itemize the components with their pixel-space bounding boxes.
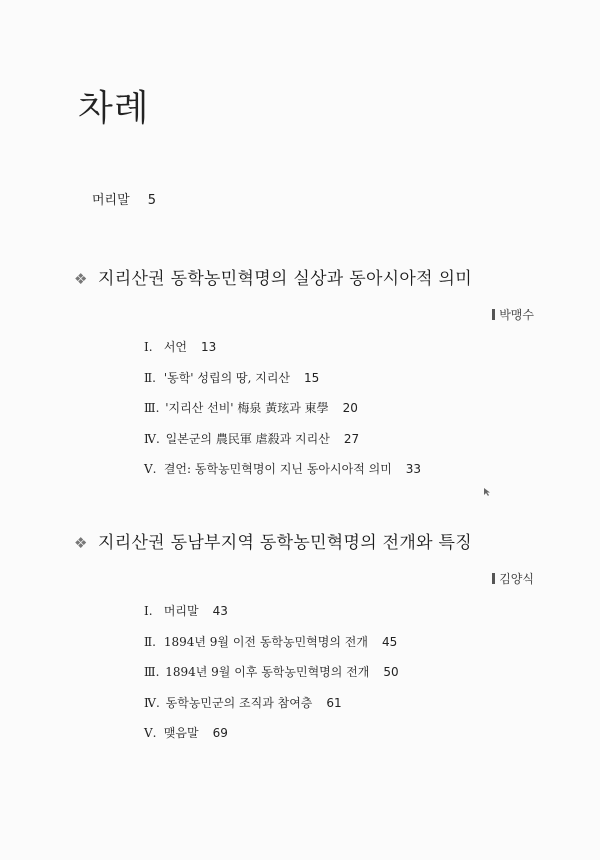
list-item[interactable] bbox=[144, 694, 399, 725]
section-author: 박맹수 bbox=[492, 306, 534, 323]
chapter-numeral: Ⅴ. bbox=[144, 726, 157, 740]
chapter-numeral: Ⅳ. bbox=[144, 431, 160, 446]
chapter-title: '지리산 선비' 梅泉 黃玹과 東學 bbox=[165, 401, 329, 415]
chapter-title: 머리말 bbox=[163, 604, 199, 618]
diamond-bullet-icon: ❖ bbox=[74, 270, 88, 288]
chapter-title: 일본군의 農民軍 虐殺과 지리산 bbox=[165, 431, 330, 446]
chapter-title: 서언 bbox=[163, 340, 188, 354]
page-title: 차례 bbox=[78, 88, 150, 129]
section-title[interactable]: ❖ 지리산권 동학농민혁명의 실상과 동아시아적 의미 bbox=[74, 269, 472, 289]
section-title[interactable]: ❖ 지리산권 동남부지역 동학농민혁명의 전개와 특징 bbox=[74, 533, 472, 553]
list-item[interactable] bbox=[144, 663, 399, 694]
chapter-page-number: 61 bbox=[326, 695, 342, 710]
author-bar-icon bbox=[492, 573, 495, 584]
list-item[interactable] bbox=[144, 369, 421, 400]
chapter-numeral: Ⅰ. bbox=[144, 340, 153, 354]
author-bar-icon bbox=[492, 309, 495, 320]
chapter-title: 1894년 9월 이후 동학농민혁명의 전개 bbox=[165, 665, 370, 679]
chapter-numeral: Ⅲ. bbox=[144, 665, 160, 679]
chapter-title: 동학농민군의 조직과 참여층 bbox=[165, 695, 313, 710]
list-item[interactable] bbox=[144, 633, 399, 664]
list-item[interactable] bbox=[144, 399, 421, 430]
list-item[interactable] bbox=[144, 724, 399, 755]
chapter-page-number: 50 bbox=[383, 665, 399, 679]
list-item[interactable] bbox=[144, 338, 421, 369]
chapter-list bbox=[144, 602, 399, 755]
list-item[interactable] bbox=[144, 430, 421, 461]
chapter-page-number: 27 bbox=[343, 431, 360, 446]
chapter-numeral: Ⅳ. bbox=[144, 695, 160, 710]
chapter-title: '동학' 성립의 땅, 지리산 bbox=[163, 370, 291, 385]
chapter-numeral: Ⅲ. bbox=[144, 401, 160, 415]
diamond-bullet-icon: ❖ bbox=[74, 534, 88, 552]
section-author: 김양식 bbox=[492, 570, 534, 587]
preface-page-number: 5 bbox=[147, 193, 156, 208]
preface-entry[interactable] bbox=[92, 189, 156, 208]
chapter-title: 결언: 동학농민혁명이 지닌 동아시아적 의미 bbox=[163, 462, 392, 476]
preface-label: 머리말 bbox=[92, 193, 130, 208]
list-item[interactable] bbox=[144, 460, 421, 491]
chapter-page-number: 45 bbox=[381, 634, 398, 649]
chapter-numeral: Ⅰ. bbox=[144, 604, 153, 618]
chapter-page-number: 15 bbox=[304, 370, 320, 385]
chapter-numeral: Ⅱ. bbox=[144, 370, 156, 385]
chapter-title: 1894년 9월 이전 동학농민혁명의 전개 bbox=[163, 634, 368, 649]
chapter-page-number: 33 bbox=[405, 462, 422, 476]
chapter-numeral: Ⅴ. bbox=[144, 462, 157, 476]
chapter-numeral: Ⅱ. bbox=[144, 634, 156, 649]
chapter-title: 맺음말 bbox=[163, 726, 199, 740]
chapter-page-number: 43 bbox=[212, 604, 228, 618]
chapter-page-number: 20 bbox=[342, 401, 358, 415]
mouse-pointer-icon bbox=[484, 488, 490, 496]
chapter-page-number: 69 bbox=[212, 726, 228, 740]
chapter-page-number: 13 bbox=[201, 340, 217, 354]
list-item[interactable] bbox=[144, 602, 399, 633]
chapter-list bbox=[144, 338, 421, 491]
